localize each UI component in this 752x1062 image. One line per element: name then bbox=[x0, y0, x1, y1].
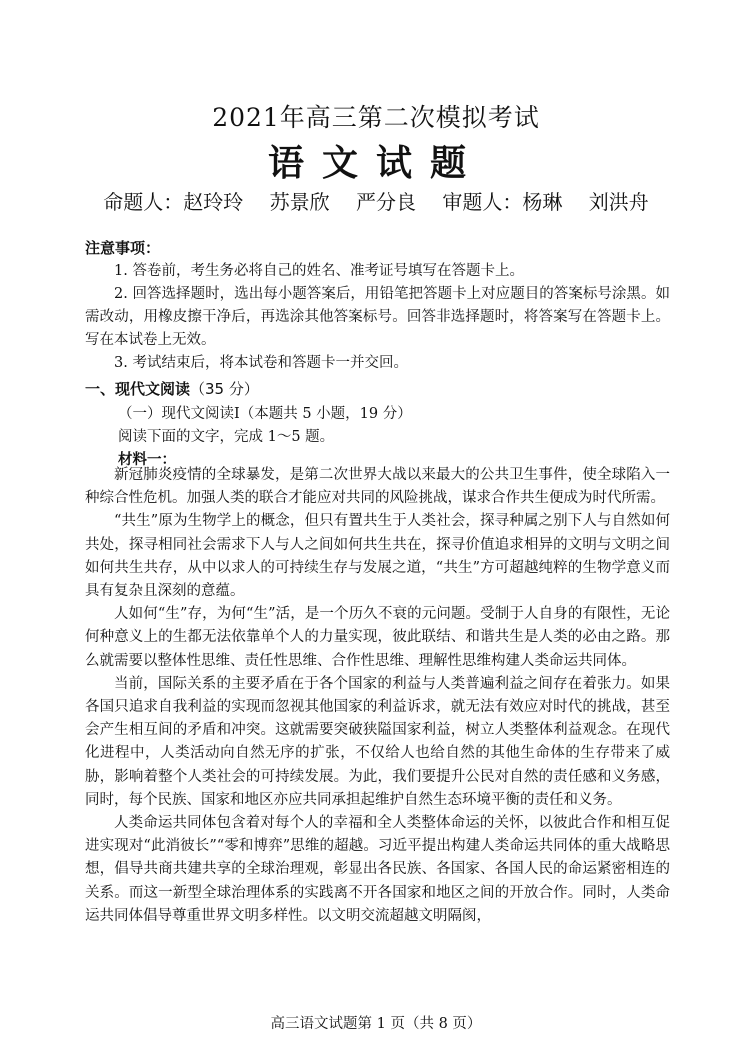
notice-list bbox=[85, 260, 670, 375]
section-heading bbox=[85, 378, 259, 399]
setter-1: 命题人：赵玲玲 bbox=[103, 190, 244, 214]
reviewer-2: 刘洪舟 bbox=[588, 190, 649, 214]
setter-3: 严分良 bbox=[356, 190, 416, 214]
notice-heading: 注意事项： bbox=[85, 239, 161, 257]
setter-2: 苏景欣 bbox=[269, 190, 330, 214]
sub-heading: （一）现代文阅读Ⅰ（本题共 5 小题，19 分） bbox=[118, 406, 412, 422]
article-paragraph: 人如何“生”存，为何“生”活，是一个历久不衰的元问题。受制于人自身的有限性，无论何种意义上的生都无法依靠单个人的力量实现，彼此联结、和谐共生是人类的必由之路。那么就需要以整体性思维、责任性思维、合作性思维、理解性思维构建人类命运共同体。 bbox=[85, 606, 670, 669]
article-body bbox=[85, 464, 670, 928]
notice-item: 2. 回答选择题时，选出每小题答案后，用铅笔把答题卡上对应题目的答案标号涂黑。如需改动，用橡皮擦干净后，再选涂其他答案标号。回答非选择题时，将答案写在答题卡上。写在本试卷上无效。 bbox=[85, 286, 670, 348]
reviewer-1: 审题人：杨琳 bbox=[442, 190, 563, 214]
article-paragraph: “共生”原为生物学上的概念，但只有置共生于人类社会，探寻种属之别下人与自然如何共处，探寻相同社会需求下人与人之间如何共生共在，探寻价值追求相异的文明与文明之间如何共生共存，从中以求人的可持续生存与发展之道，“共生”方可超越纯粹的生物学意义而具有复杂且深刻的意蕴。 bbox=[85, 513, 670, 600]
instruction: 阅读下面的文字，完成 1～5 题。 bbox=[118, 429, 335, 445]
exam-title: 2021年高三第二次模拟考试 bbox=[212, 103, 540, 132]
notice-item: 3. 考试结束后，将本试卷和答题卡一并交回。 bbox=[114, 355, 408, 371]
article-paragraph: 新冠肺炎疫情的全球暴发，是第二次世界大战以来最大的公共卫生事件，使全球陷入一种综合性危机。加强人类的联合才能应对共同的风险挑战，谋求合作共生便成为时代所需。 bbox=[85, 467, 670, 507]
material-label: 材料一： bbox=[118, 452, 176, 468]
subject-title: 语文试题 bbox=[267, 143, 484, 184]
page-footer: 高三语文试题第 1 页（共 8 页） bbox=[270, 1016, 482, 1032]
notice-item: 1. 答卷前，考生务必将自己的姓名、准考证号填写在答题卡上。 bbox=[114, 263, 524, 279]
authors-line bbox=[0, 186, 752, 215]
section-score: （35 分） bbox=[190, 380, 259, 398]
section-title: 一、现代文阅读 bbox=[85, 380, 191, 398]
article-paragraph: 人类命运共同体包含着对每个人的幸福和全人类整体命运的关怀，以彼此合作和相互促进实现对“此消彼长”“零和博弈”思维的超越。习近平提出构建人类命运共同体的重大战略思想，倡导共商共建共享的全球治理观，彰显出各民族、各国家、各国人民的命运紧密相连的关系。而这一新型全球治理体系的实践离不开各国家和地区之间的开放合作。同时，人类命运共同体倡导尊重世界文明多样性。以文明交流超越文明隔阂， bbox=[85, 815, 670, 924]
article-paragraph: 当前，国际关系的主要矛盾在于各个国家的利益与人类普遍利益之间存在着张力。如果各国只追求自我利益的实现而忽视其他国家的利益诉求，就无法有效应对时代的挑战，甚至会产生相互间的矛盾和冲突。这就需要突破狭隘国家利益，树立人类整体利益观念。在现代化进程中，人类活动向自然无序的扩张，不仅给人也给自然的其他生命体的生存带来了威胁，影响着整个人类社会的可持续发展。为此，我们要提升公民对自然的责任感和义务感，同时，每个民族、国家和地区亦应共同承担起维护自然生态环境平衡的责任和义务。 bbox=[85, 675, 670, 808]
